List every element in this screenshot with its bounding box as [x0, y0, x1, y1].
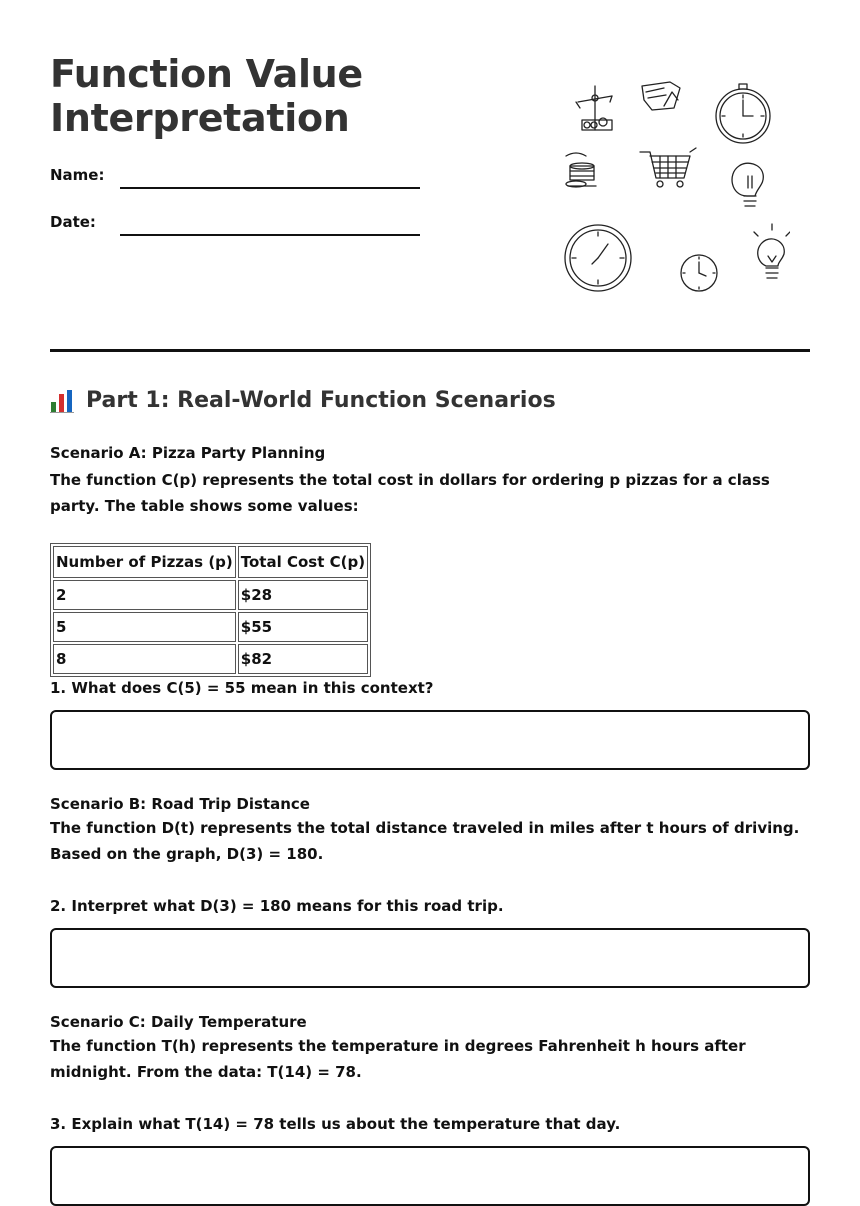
table-cell-cost: $28 — [238, 580, 368, 610]
table-cell-cost: $82 — [238, 644, 368, 674]
idea-bulb-icon — [754, 224, 790, 278]
scenario-a-text: The function C(p) represents the total cost in dollars for ordering p pizzas for a class party. The table shows some values: — [50, 471, 770, 515]
table-header-cost: Total Cost C(p) — [238, 546, 368, 578]
question-1: 1. What does C(5) = 55 mean in this context? — [50, 679, 434, 697]
worksheet-title — [50, 52, 363, 140]
scenario-c-heading: Scenario C: Daily Temperature — [50, 1013, 307, 1031]
answer-box-2[interactable] — [50, 928, 810, 988]
name-label: Name: — [50, 166, 105, 184]
scenario-b-text: The function D(t) represents the total distance traveled in miles after t hours of driving. Based on the graph, D(3) = 180. — [50, 819, 800, 863]
clipart-collage — [560, 78, 790, 298]
balance-scale-icon — [576, 86, 612, 130]
header-divider — [50, 349, 810, 352]
table-row — [53, 612, 368, 642]
question-3: 3. Explain what T(14) = 78 tells us about the temperature that day. — [50, 1115, 621, 1133]
lightbulb-icon — [732, 163, 763, 206]
scenario-c-text: The function T(h) represents the temperature in degrees Fahrenheit h hours after midnight. From the data: T(14) = 78. — [50, 1037, 746, 1081]
small-clock-icon — [681, 255, 717, 291]
table-cell-pizzas: 5 — [53, 612, 236, 642]
table-cell-pizzas: 2 — [53, 580, 236, 610]
bar-chart-icon — [50, 389, 74, 413]
table-row — [53, 580, 368, 610]
title-line-1: Function Value — [50, 52, 363, 96]
clock-icon — [565, 225, 631, 291]
date-field[interactable] — [120, 234, 420, 236]
stopwatch-icon — [716, 84, 770, 143]
date-label: Date: — [50, 213, 96, 231]
shopping-cart-icon — [640, 148, 696, 187]
part1-heading — [50, 388, 556, 413]
title-line-2: Interpretation — [50, 96, 350, 140]
table-header-row — [53, 546, 368, 578]
question-2: 2. Interpret what D(3) = 180 means for this road trip. — [50, 897, 504, 915]
table-cell-pizzas: 8 — [53, 644, 236, 674]
table-cell-cost: $55 — [238, 612, 368, 642]
name-field[interactable] — [120, 187, 420, 189]
coin-stack-icon — [566, 153, 596, 187]
answer-box-3[interactable] — [50, 1146, 810, 1206]
scenario-b-heading: Scenario B: Road Trip Distance — [50, 795, 310, 813]
answer-box-1[interactable] — [50, 710, 810, 770]
pizza-cost-table — [50, 543, 371, 677]
scenario-a-heading: Scenario A: Pizza Party Planning — [50, 444, 326, 462]
table-header-pizzas: Number of Pizzas (p) — [53, 546, 236, 578]
part1-title: Part 1: Real-World Function Scenarios — [86, 388, 556, 413]
price-tag-icon — [642, 82, 680, 110]
table-row — [53, 644, 368, 674]
